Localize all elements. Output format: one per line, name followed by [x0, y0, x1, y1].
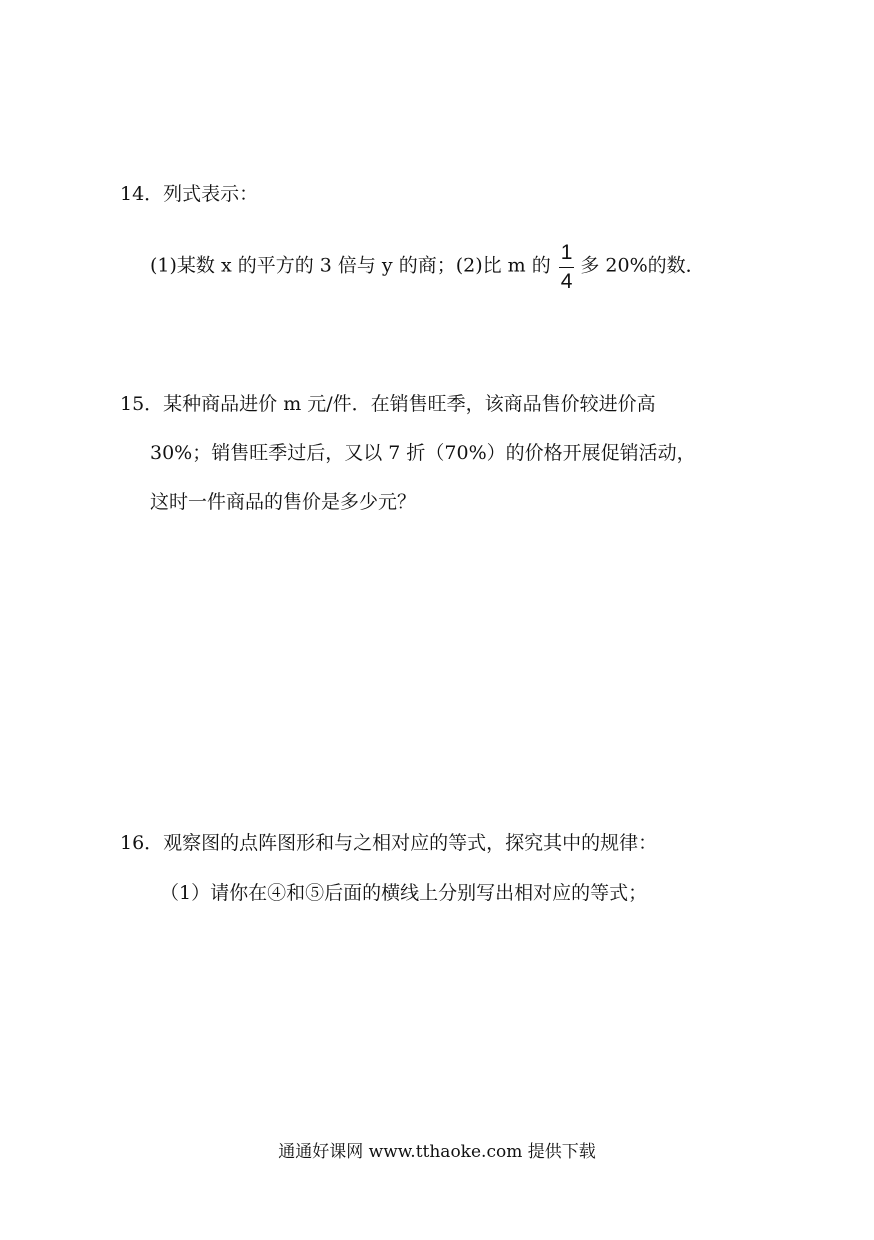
page-footer: 通通好课网 www.tthaoke.com 提供下载	[278, 1142, 596, 1162]
fraction-bar	[559, 267, 575, 268]
fraction-denominator: 4	[560, 270, 573, 293]
question-15-line-1: 15．某种商品进价 m 元/件．在销售旺季，该商品售价较进价高	[120, 393, 656, 415]
question-14-body	[150, 239, 705, 294]
question-15-line-2: 30%；销售旺季过后，又以 7 折（70%）的价格开展促销活动，	[150, 442, 696, 464]
question-16-title: 16．观察图的点阵图形和与之相对应的等式，探究其中的规律：	[120, 832, 658, 854]
fraction-one-quarter	[559, 240, 575, 295]
question-14-body-prefix: (1)某数 x 的平方的 3 倍与 y 的商；(2)比 m 的	[150, 254, 551, 277]
question-16-subquestion-1: （1）请你在④和⑤后面的横线上分别写出相对应的等式；	[160, 882, 648, 904]
fraction-numerator: 1	[560, 241, 573, 264]
question-14-body-suffix: 多 20%的数．	[580, 254, 705, 277]
question-14-title: 14．列式表示：	[120, 183, 259, 205]
question-15-line-3: 这时一件商品的售价是多少元？	[150, 491, 417, 513]
